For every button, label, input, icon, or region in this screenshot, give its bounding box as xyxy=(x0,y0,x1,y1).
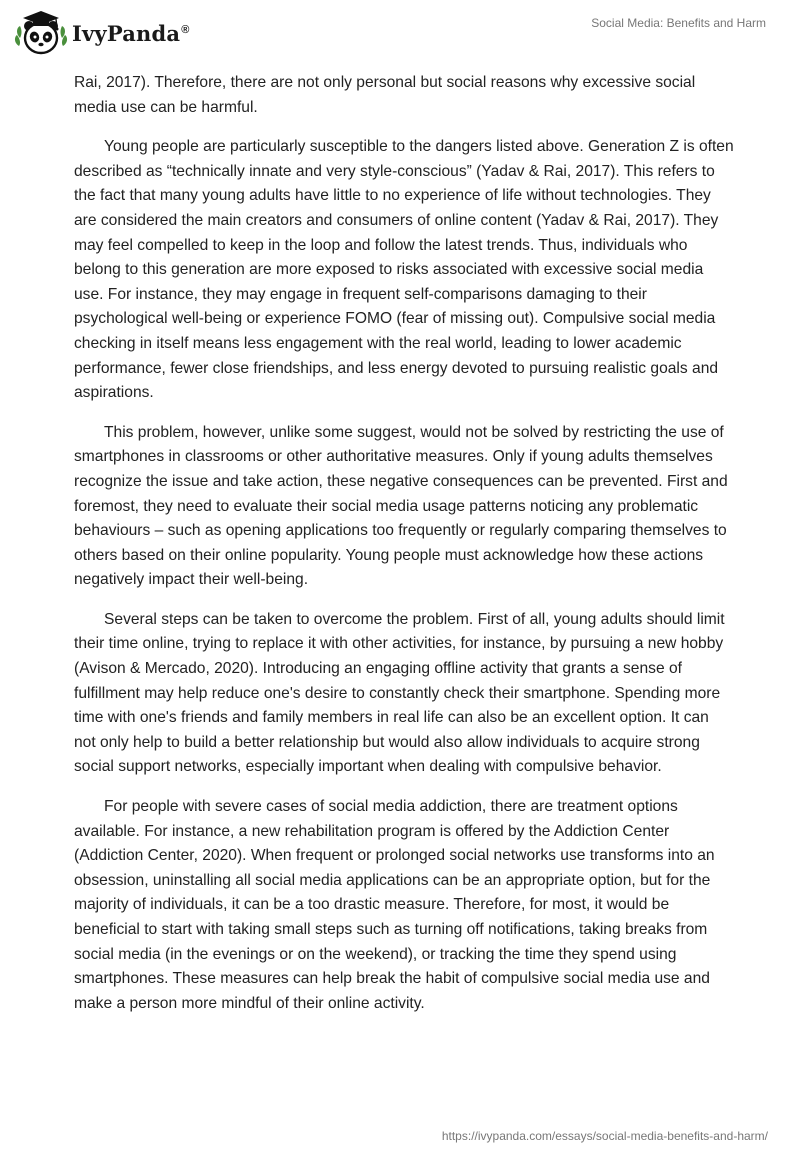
registered-mark: ® xyxy=(181,23,190,36)
brand-name xyxy=(72,21,190,46)
brand-name-text: IvyPanda xyxy=(72,20,181,46)
essay-body xyxy=(74,71,734,1031)
paragraph-1: Rai, 2017). Therefore, there are not only personal but social reasons why excessive social media use can be harmful. xyxy=(74,74,696,116)
panda-graduate-icon xyxy=(14,8,68,58)
paragraph-2: Young people are particularly susceptible to the dangers listed above. Generation Z is often described as “technically innate and very style-conscious” (Yadav & Rai, 2017). This refers to the fact that many young adults have little to no experience of life without technologies. They are considered the main creators and consumers of online content (Yadav & Rai, 2017). They may feel compelled to keep in the loop and follow the latest trends. Thus, individuals who belong to this generation are more exposed to risks associated with excessive social media use. For instance, they may engage in frequent self-comparisons damaging to their psychological well-being or experience FOMO (fear of missing out). Compulsive social media checking in itself means less engagement with the real world, leading to lower academic performance, fewer close friendships, and less energy devoted to pursuing realistic goals and aspirations. xyxy=(74,138,734,402)
page-header xyxy=(0,0,800,70)
paragraph-4: Several steps can be taken to overcome the problem. First of all, young adults should limit their time online, trying to replace it with other activities, for instance, by pursuing a new hobby (Avison & Mercado, 2020). Introducing an engaging offline activity that grants a sense of fulfillment may help reduce one's desire to constantly check their smartphone. Spending more time with one's friends and family members in real life can also be an excellent option. It can not only help to build a better relationship but would also allow individuals to acquire strong social support networks, especially important when dealing with compulsive behavior. xyxy=(74,610,725,776)
paragraph-5: For people with severe cases of social media addiction, there are treatment options available. For instance, a new rehabilitation program is offered by the Addiction Center (Addiction Center, 2020). When frequent or prolonged social networks use transforms into an obsession, uninstalling all social media applications can be an appropriate option, but for the majority of individuals, it can be a too drastic measure. Therefore, for most, it would be beneficial to start with taking small steps such as turning off notifications, taking breaks from social media (in the evenings or on the weekend), or tracking the time they spend using smartphones. These measures can help break the habit of compulsive social media use and make a person more mindful of their online activity. xyxy=(74,798,715,1012)
document-title: Social Media: Benefits and Harm xyxy=(591,16,766,30)
ivypanda-logo[interactable] xyxy=(14,8,190,58)
source-url-link[interactable]: https://ivypanda.com/essays/social-media-benefits-and-harm/ xyxy=(441,1129,768,1143)
paragraph-3: This problem, however, unlike some suggest, would not be solved by restricting the use of smartphones in classrooms or other authoritative measures. Only if young adults themselves recognize the issue and take action, these negative consequences can be prevented. First and foremost, they need to evaluate their social media usage patterns noticing any problematic behaviours – such as opening applications too frequently or regularly comparing themselves to others based on their online popularity. Young people must acknowledge how these actions negatively impact their well-being. xyxy=(74,423,728,589)
